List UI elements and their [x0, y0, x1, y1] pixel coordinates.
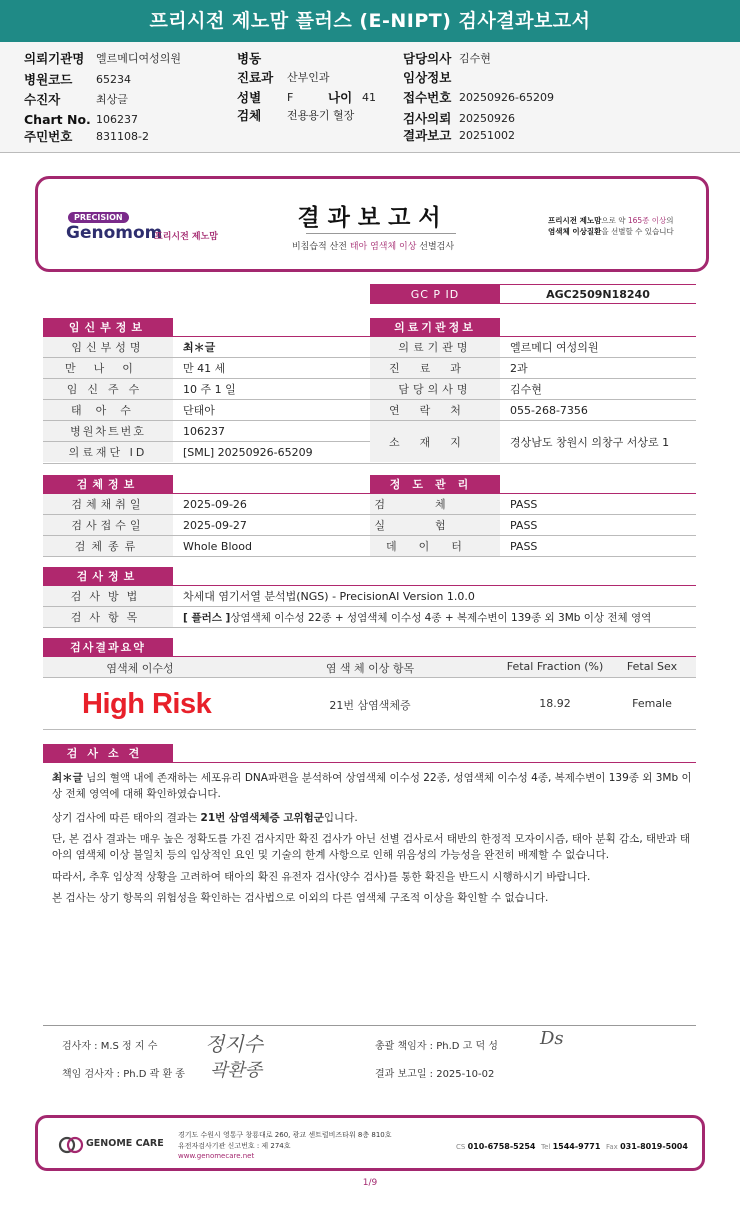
summary-col-aneuploidy: 염색체 이수성 — [106, 662, 174, 675]
meta-chart-no: Chart No. 106237 — [24, 111, 138, 127]
section-pregnant-info: 임신부정보 — [43, 318, 173, 336]
tester-signature: 정지수 — [205, 1032, 263, 1056]
chief-signature: Ds — [540, 1028, 564, 1049]
summary-col-item: 염 색 체 이상 항목 — [325, 662, 415, 675]
spec-type-value: Whole Blood — [183, 539, 252, 553]
divider — [43, 556, 370, 557]
divider — [43, 677, 696, 678]
spec-receive-label: 검사접수일 — [43, 515, 173, 535]
preg-chart-label: 병원차트번호 — [43, 421, 173, 441]
signature-divider — [43, 1025, 696, 1026]
preg-fetus-value: 단태아 — [183, 404, 215, 417]
divider — [43, 627, 696, 628]
responsible-tester-signature: 곽환종 — [210, 1060, 263, 1081]
header-description: 프리시전 제노맘으로 약 165종 이상의 염색체 이상질환을 선별할 수 있습니다 — [548, 216, 674, 236]
preg-age-label: 만나이 — [43, 358, 173, 378]
qc-specimen-label: 검체 — [370, 494, 500, 514]
preg-chart-value: 106237 — [183, 424, 225, 438]
test-method-value: 차세대 염기서열 분석법(NGS) - PrecisionAI Version 1.0.0 — [183, 590, 475, 603]
section-quality-control: 정도관리 — [370, 475, 500, 493]
meta-clinical-info: 임상정보 — [403, 70, 452, 85]
inst-dept-value: 2과 — [510, 362, 528, 375]
spec-collect-value: 2025-09-26 — [183, 497, 247, 511]
divider — [43, 729, 696, 730]
summary-sex-value: Female — [632, 697, 672, 710]
meta-receipt-no: 접수번호 20250926-65209 — [403, 90, 554, 105]
genome-care-brand: GENOME CARE — [86, 1138, 164, 1149]
footer-fax: Fax 031-8019-5004 — [606, 1142, 688, 1151]
inst-address-label: 소재지 — [370, 421, 500, 462]
inst-contact-value: 055-268-7356 — [510, 403, 588, 417]
meta-doctor: 담당의사 김수현 — [403, 51, 491, 66]
section-result-summary: 검사결과요약 — [43, 638, 173, 656]
section-institution-info: 의료기관정보 — [370, 318, 500, 336]
high-risk-result: High Risk — [82, 688, 212, 720]
finding-paragraph-2: 상기 검사에 따른 태아의 결과는 21번 삼염색체증 고위험군입니다. — [52, 812, 358, 824]
precision-tag: PRECISION — [68, 212, 129, 223]
document-subtitle: 비침습적 산전 태아 염색체 이상 선별검사 — [291, 242, 455, 252]
genomom-logo: Genomom — [66, 223, 163, 243]
responsible-tester-name: 책임 검사자 : Ph.D 곽 환 종 — [62, 1069, 185, 1080]
qc-data-value: PASS — [510, 539, 538, 553]
finding-paragraph-3: 단, 본 검사 결과는 매우 높은 정확도를 가진 검사지만 확진 검사가 아닌 선별 검사로서 태반의 한정적 모자이시즘, 태아 분획 감소, 태반과 태아의 염색체 이상 불일치 등의 임상적인 요인 및 기술의 한계 사항으로 인해 위음성의 가능성을 완전히 배제할 수 없습니다. — [52, 833, 690, 861]
footer-address: 경기도 수원시 영통구 창룡대로 260, 광교 센트럴비즈타워 8층 810호 — [178, 1131, 392, 1139]
document-title: 결과보고서 — [297, 205, 449, 231]
meta-ward: 병동 — [237, 51, 262, 66]
chief-name: 총괄 책임자 : Ph.D 고 덕 성 — [375, 1041, 498, 1052]
preg-weeks-label: 임신주수 — [43, 379, 173, 399]
qc-data-label: 데이터 — [370, 536, 500, 556]
footer-box — [35, 1115, 705, 1171]
report-header-box — [35, 176, 709, 272]
footer-cs: CS 010-6758-5254 — [456, 1142, 536, 1151]
spec-collect-label: 검체채취일 — [43, 494, 173, 514]
test-item-value: [ 플러스 ] 상염색체 이수성 22종 + 성염색체 이수성 4종 + 복제수변이 139종 외 3Mb 이상 전체 영역 — [183, 611, 652, 624]
preg-age-value: 만 41 세 — [183, 362, 226, 375]
meta-institution: 의뢰기관명 엘르메디여성의원 — [24, 51, 182, 66]
meta-department: 진료과 산부인과 — [237, 70, 330, 85]
preg-weeks-value: 10 주 1 일 — [183, 383, 236, 396]
footer-registration: 유전자검사기관 신고번호 : 제 274호 — [178, 1142, 291, 1150]
section-findings: 검사소견 — [43, 744, 173, 762]
divider — [43, 463, 370, 464]
meta-sex: 성별 F — [237, 90, 294, 105]
inst-address-value: 경상남도 창원시 의창구 서상로 1 — [510, 435, 670, 449]
summary-item-value: 21번 삼염색체증 — [329, 699, 411, 712]
meta-resident-no: 주민번호 831108-2 — [24, 129, 149, 144]
qc-experiment-label: 실험 — [370, 515, 500, 535]
meta-age: 나이 41 — [328, 90, 376, 105]
preg-name-value: 최＊글 — [183, 341, 216, 354]
meta-report-date: 결과보고 20251002 — [403, 128, 515, 143]
meta-hospital-code: 병원코드 65234 — [24, 72, 131, 87]
summary-col-fetal-fraction: Fetal Fraction (%) — [506, 660, 604, 673]
inst-doctor-value: 김수현 — [510, 383, 542, 396]
qc-specimen-value: PASS — [510, 497, 538, 511]
genomom-logo-kor: 프리시전 제노맘 — [154, 232, 218, 242]
finding-paragraph-5: 본 검사는 상기 항목의 위험성을 확인하는 검사법으로 이외의 다른 염색체 구조적 이상을 확인할 수 없습니다. — [52, 892, 549, 904]
gcpid-label: GC P ID — [370, 284, 500, 304]
inst-doctor-label: 담당의사명 — [370, 379, 500, 399]
test-item-label: 검사항목 — [43, 607, 173, 627]
meta-patient: 수진자 최상글 — [24, 92, 128, 107]
gcpid-value: AGC2509N18240 — [500, 284, 696, 304]
preg-fetus-label: 태아수 — [43, 400, 173, 420]
footer-tel: Tel 1544-9771 — [541, 1142, 601, 1151]
spec-type-label: 검체종류 — [43, 536, 173, 556]
spec-receive-value: 2025-09-27 — [183, 518, 247, 532]
divider — [43, 762, 696, 763]
title-divider — [306, 233, 456, 234]
summary-col-fetal-sex: Fetal Sex — [626, 660, 678, 673]
meta-request-date: 검사의뢰 20250926 — [403, 111, 515, 126]
section-test-info: 검사정보 — [43, 567, 173, 585]
meta-panel — [0, 42, 740, 153]
tester-name: 검사자 : M.S 정 지 수 — [62, 1041, 158, 1052]
qc-experiment-value: PASS — [510, 518, 538, 532]
inst-dept-label: 진료과 — [370, 358, 500, 378]
inst-name-value: 엘르메디 여성의원 — [510, 341, 599, 354]
section-specimen-info: 검체정보 — [43, 475, 173, 493]
divider — [370, 463, 696, 464]
divider — [370, 556, 696, 557]
report-title-bar: 프리시전 제노맘 플러스 (E-NIPT) 검사결과보고서 — [0, 0, 740, 42]
preg-id-label: 의료재단 ID — [43, 442, 173, 462]
inst-contact-label: 연락처 — [370, 400, 500, 420]
finding-paragraph-1: 최＊글 님의 혈액 내에 존재하는 세포유리 DNA파편을 분석하여 상염색체 이수성 22종, 성염색체 이수성 4종, 복제수변이 139종 외 3Mb 이상 전체 영역에 대해 확인하였습니다. — [52, 772, 692, 800]
test-method-label: 검사방법 — [43, 586, 173, 606]
report-date: 결과 보고일 : 2025-10-02 — [375, 1069, 495, 1080]
inst-name-label: 의료기관명 — [370, 337, 500, 357]
summary-ff-value: 18.92 — [539, 697, 571, 710]
finding-paragraph-4: 따라서, 추후 임상적 상황을 고려하여 태아의 확진 유전자 검사(양수 검사)를 통한 확진을 반드시 시행하시기 바랍니다. — [52, 871, 591, 883]
genome-care-logo-icon — [58, 1136, 84, 1154]
meta-specimen: 검체 전용용기 혈장 — [237, 108, 355, 123]
page-number: 1/9 — [362, 1178, 378, 1188]
preg-name-label: 임신부성명 — [43, 337, 173, 357]
footer-website[interactable]: www.genomecare.net — [178, 1152, 255, 1160]
preg-id-value: [SML] 20250926-65209 — [183, 445, 313, 459]
